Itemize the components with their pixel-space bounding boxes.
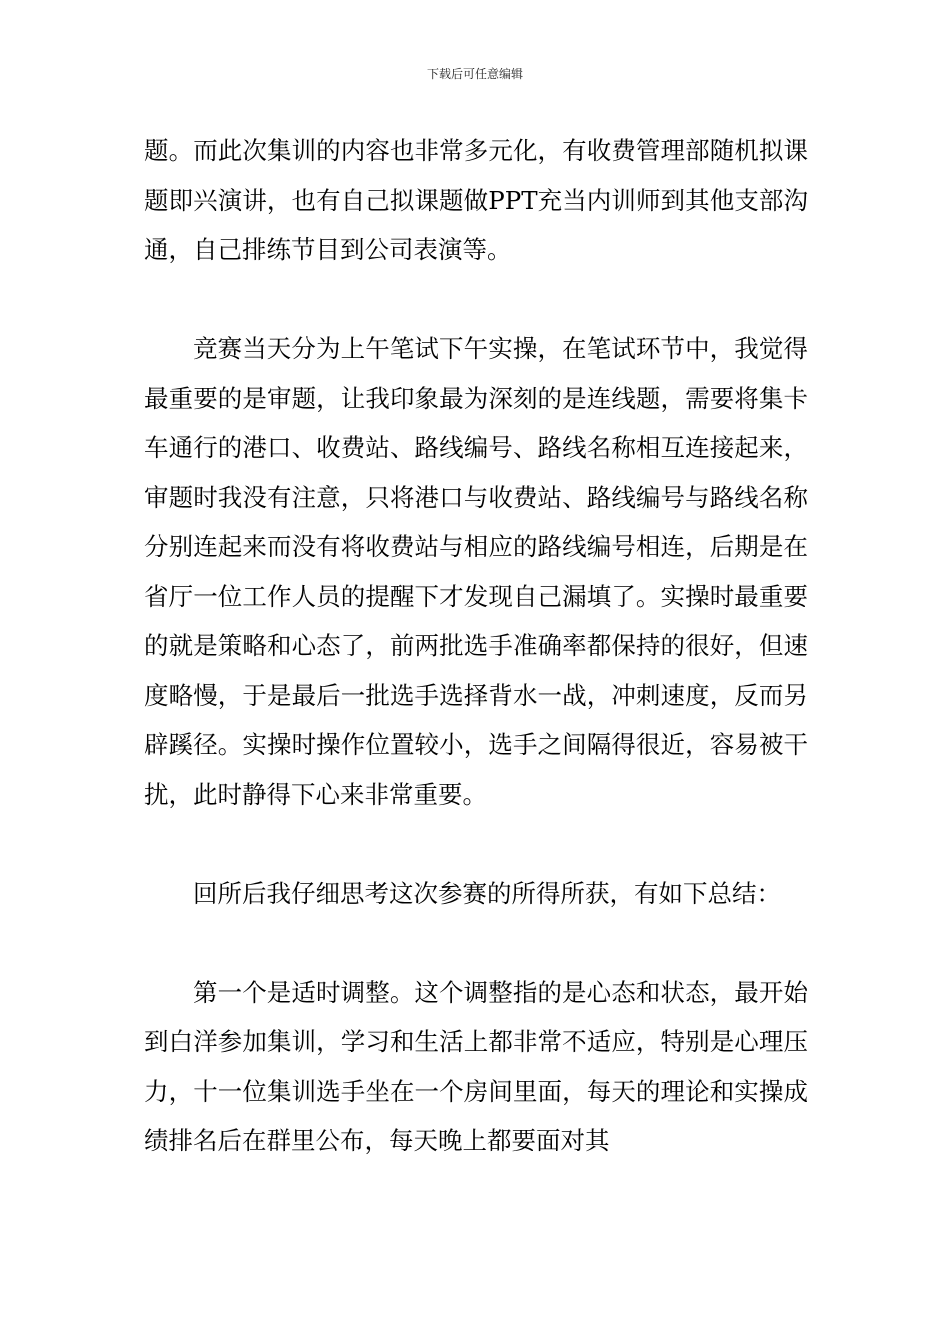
paragraph-first-point: 第一个是适时调整。这个调整指的是心态和状态，最开始到白洋参加集训，学习和生活上都非常不适应，特别是心理压力，十一位集训选手坐在一个房间里面，每天的理论和实操成绩排名后在群里公布，每天晚上都要面对其 — [144, 977, 808, 1155]
paragraph-summary-intro: 回所后我仔细思考这次参赛的所得所获，有如下总结： — [193, 878, 781, 908]
paragraph-spacer — [144, 275, 808, 325]
page-header-note: 下载后可任意编辑 — [426, 67, 523, 81]
paragraph-spacer — [144, 918, 808, 968]
paragraph-competition-day: 竞赛当天分为上午笔试下午实操，在笔试环节中，我觉得最重要的是审题，让我印象最为深刻的是连线题，需要将集卡车通行的港口、收费站、路线编号、路线名称相互连接起来，审题时我没有注意，只将港口与收费站、路线编号与路线名称分别连起来而没有将收费站与相应的路线编号相连，后期是在省厅一位工作人员的提醒下才发现自己漏填了。实操时最重要的就是策略和心态了，前两批选手准确率都保持的很好，但速度略慢，于是最后一批选手选择背水一战，冲刺速度，反而另辟蹊径。实操时操作位置较小，选手之间隔得很近，容易被干扰，此时静得下心来非常重要。 — [144, 334, 808, 809]
paragraph-spacer — [144, 819, 808, 869]
paragraph-continued: 题。而此次集训的内容也非常多元化，有收费管理部随机拟课题即兴演讲，也有自己拟课题做PPT充当内训师到其他支部沟通，自己排练节目到公司表演等。 — [144, 136, 808, 264]
document-body — [144, 126, 808, 1166]
